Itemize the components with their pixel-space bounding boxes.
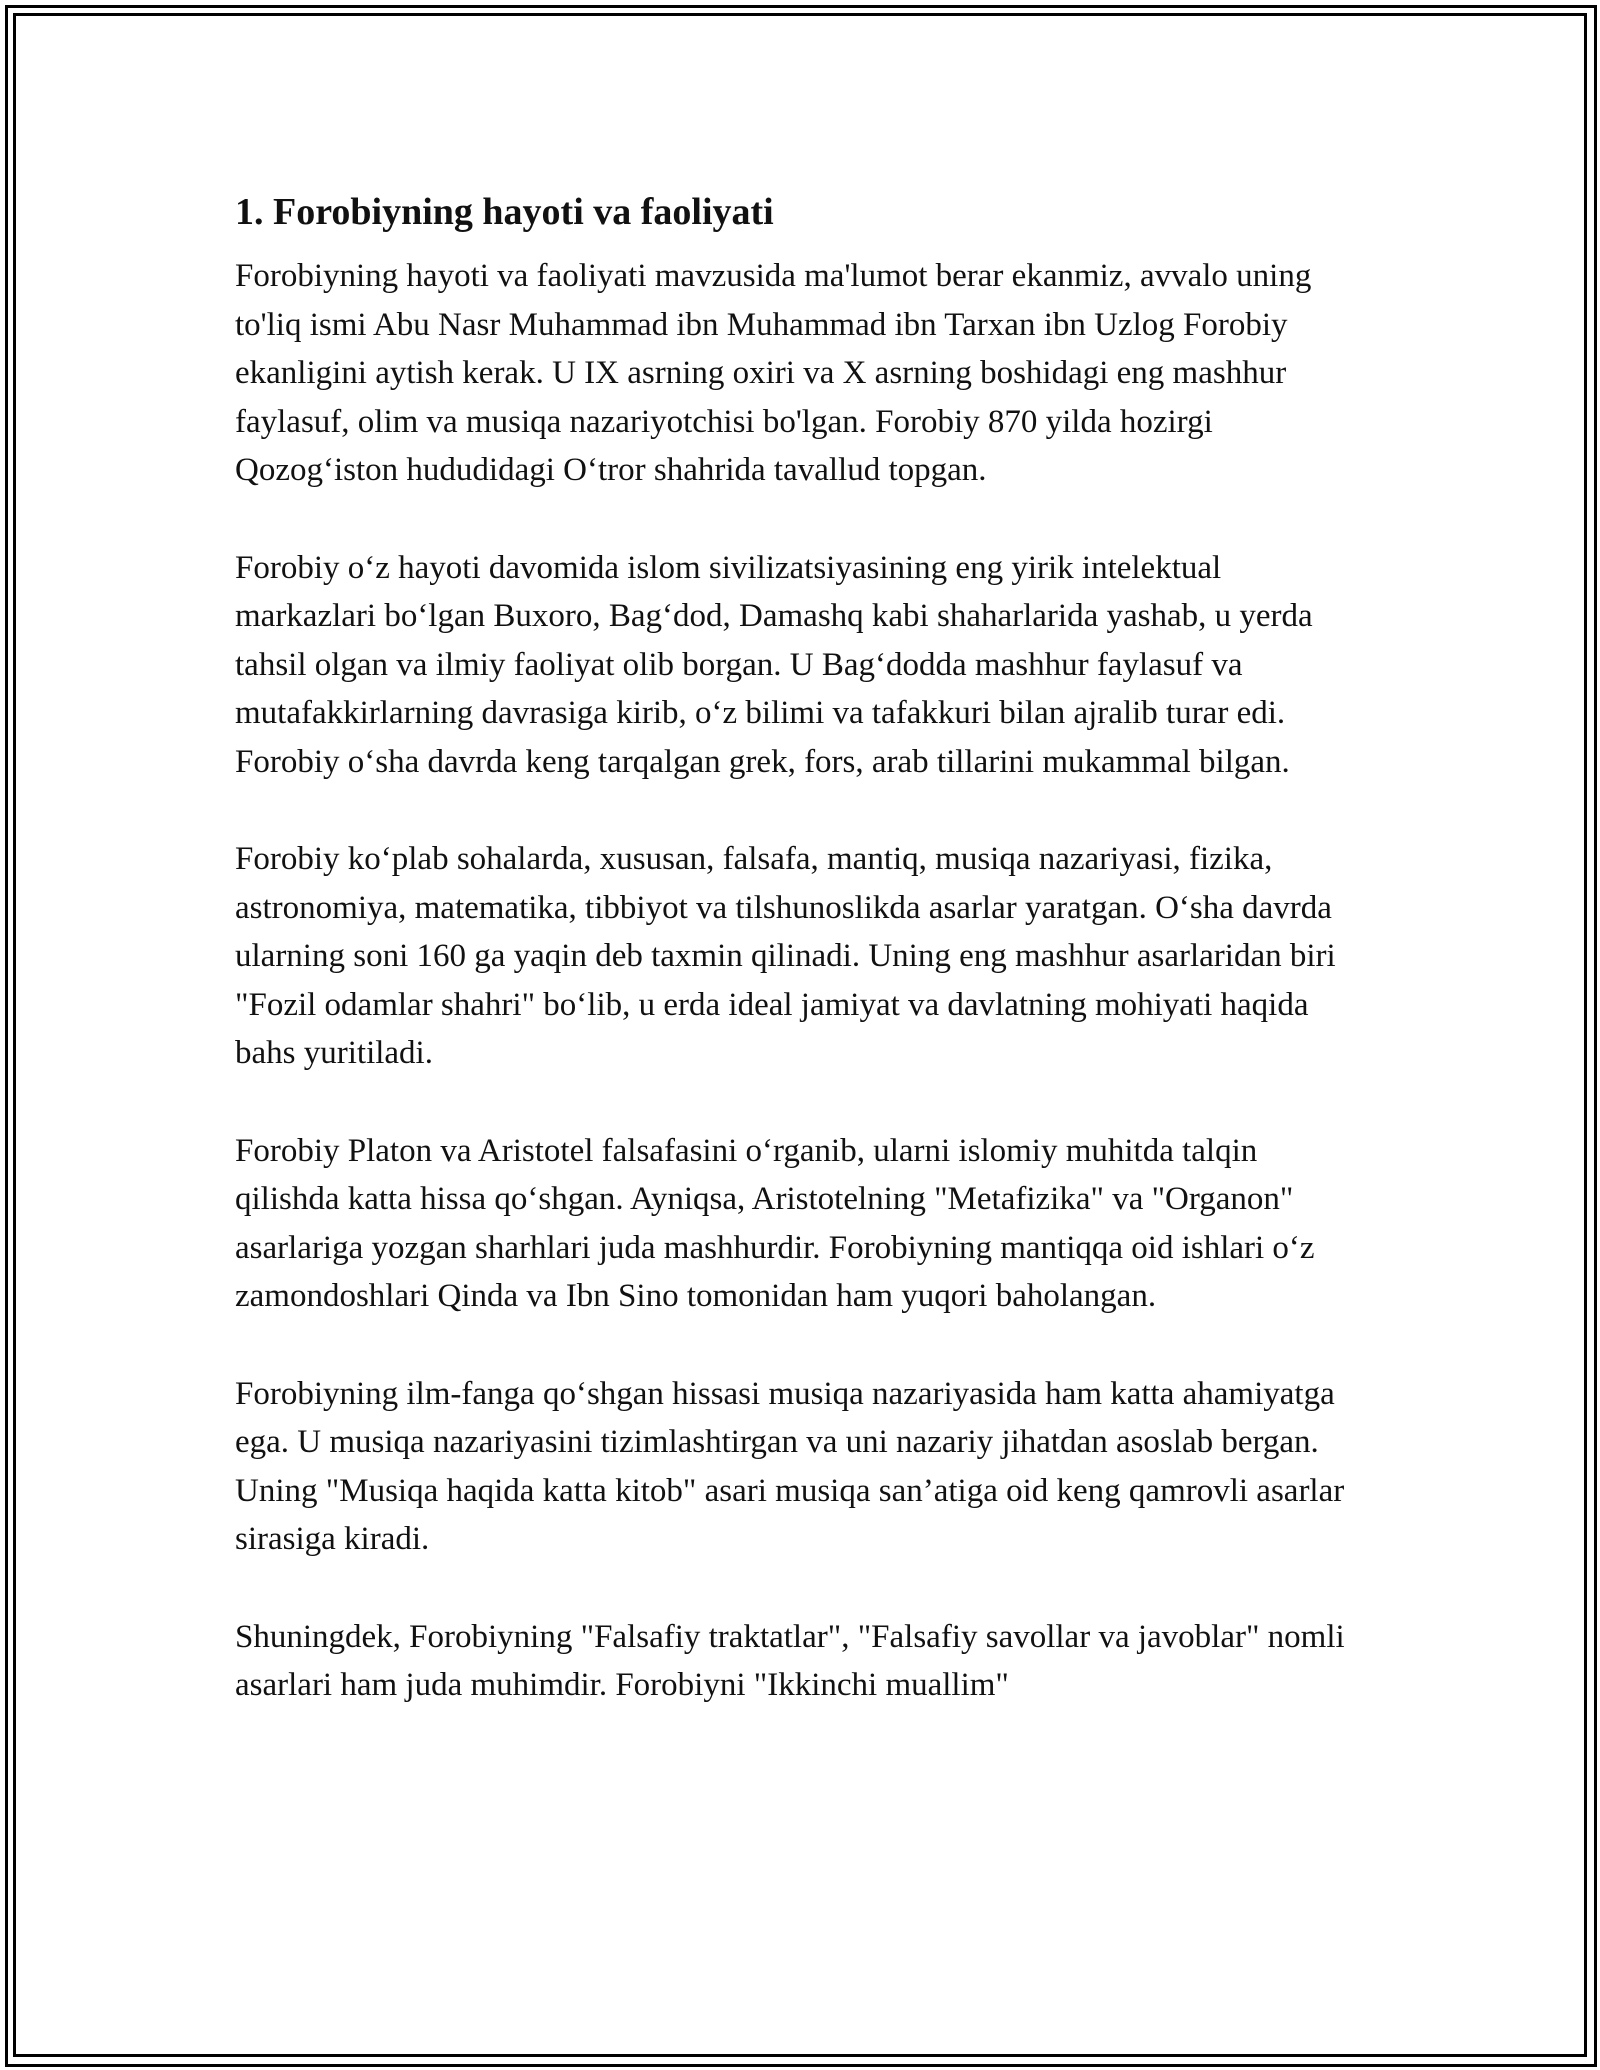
document-body [235, 184, 1365, 1759]
paragraph-5: Forobiyning ilm-fanga qo‘shgan hissasi musiqa nazariyasida ham katta ahamiyatga ega. U musiqa nazariyasini tizimlashtirgan va uni nazariy jihatdan asoslab bergan. Uning "Musiqa haqida katta kitob" asari musiqa san’atiga oid keng qamrovli asarlar sirasiga kiradi. [235, 1375, 1345, 1557]
paragraph-4: Forobiy Platon va Aristotel falsafasini o‘rganib, ularni islomiy muhitda talqin qilishda katta hissa qo‘shgan. Ayniqsa, Aristotelning "Metafizika" va "Organon" asarlariga yozgan sharhlari juda mashhurdir. Forobiyning mantiqqa oid ishlari o‘z zamondoshlari Qinda va Ibn Sino tomonidan ham yuqori baholangan. [235, 1132, 1315, 1314]
paragraph-1: Forobiyning hayoti va faoliyati mavzusida ma'lumot berar ekanmiz, avvalo uning to'liq ismi Abu Nasr Muhammad ibn Muhammad ibn Tarxan ibn Uzlog Forobiy ekanligini aytish kerak. U IX asrning oxiri va X asrning boshidagi eng mashhur faylasuf, olim va musiqa nazariyotchisi bo'lgan. Forobiy 870 yilda hozirgi Qozog‘iston hududidagi O‘tror shahrida tavallud topgan. [235, 258, 1312, 488]
paragraph-6: Shuningdek, Forobiyning "Falsafiy traktatlar", "Falsafiy savollar va javoblar" nomli asarlari ham juda muhimdir. Forobiyni "Ikkinchi muallim" [235, 1618, 1345, 1703]
paragraph-2: Forobiy o‘z hayoti davomida islom sivilizatsiyasining eng yirik intelektual markazlari bo‘lgan Buxoro, Bag‘dod, Damashq kabi shaharlarida yashab, u yerda tahsil olgan va ilmiy faoliyat olib borgan. U Bag‘dodda mashhur faylasuf va mutafakkirlarning davrasiga kirib, o‘z bilimi va tafakkuri bilan ajralib turar edi. Forobiy o‘sha davrda keng tarqalgan grek, fors, arab tillarini mukammal bilgan. [235, 549, 1313, 780]
paragraph-3: Forobiy ko‘plab sohalarda, xususan, falsafa, mantiq, musiqa nazariyasi, fizika, astronomiya, matematika, tibbiyot va tilshunoslikda asarlar yaratgan. O‘sha davrda ularning soni 160 ga yaqin deb taxmin qilinadi. Uning eng mashhur asarlaridan biri "Fozil odamlar shahri" bo‘lib, u erda ideal jamiyat va davlatning mohiyati haqida bahs yuritiladi. [235, 841, 1336, 1071]
section-heading: 1. Forobiyning hayoti va faoliyati [235, 191, 774, 233]
